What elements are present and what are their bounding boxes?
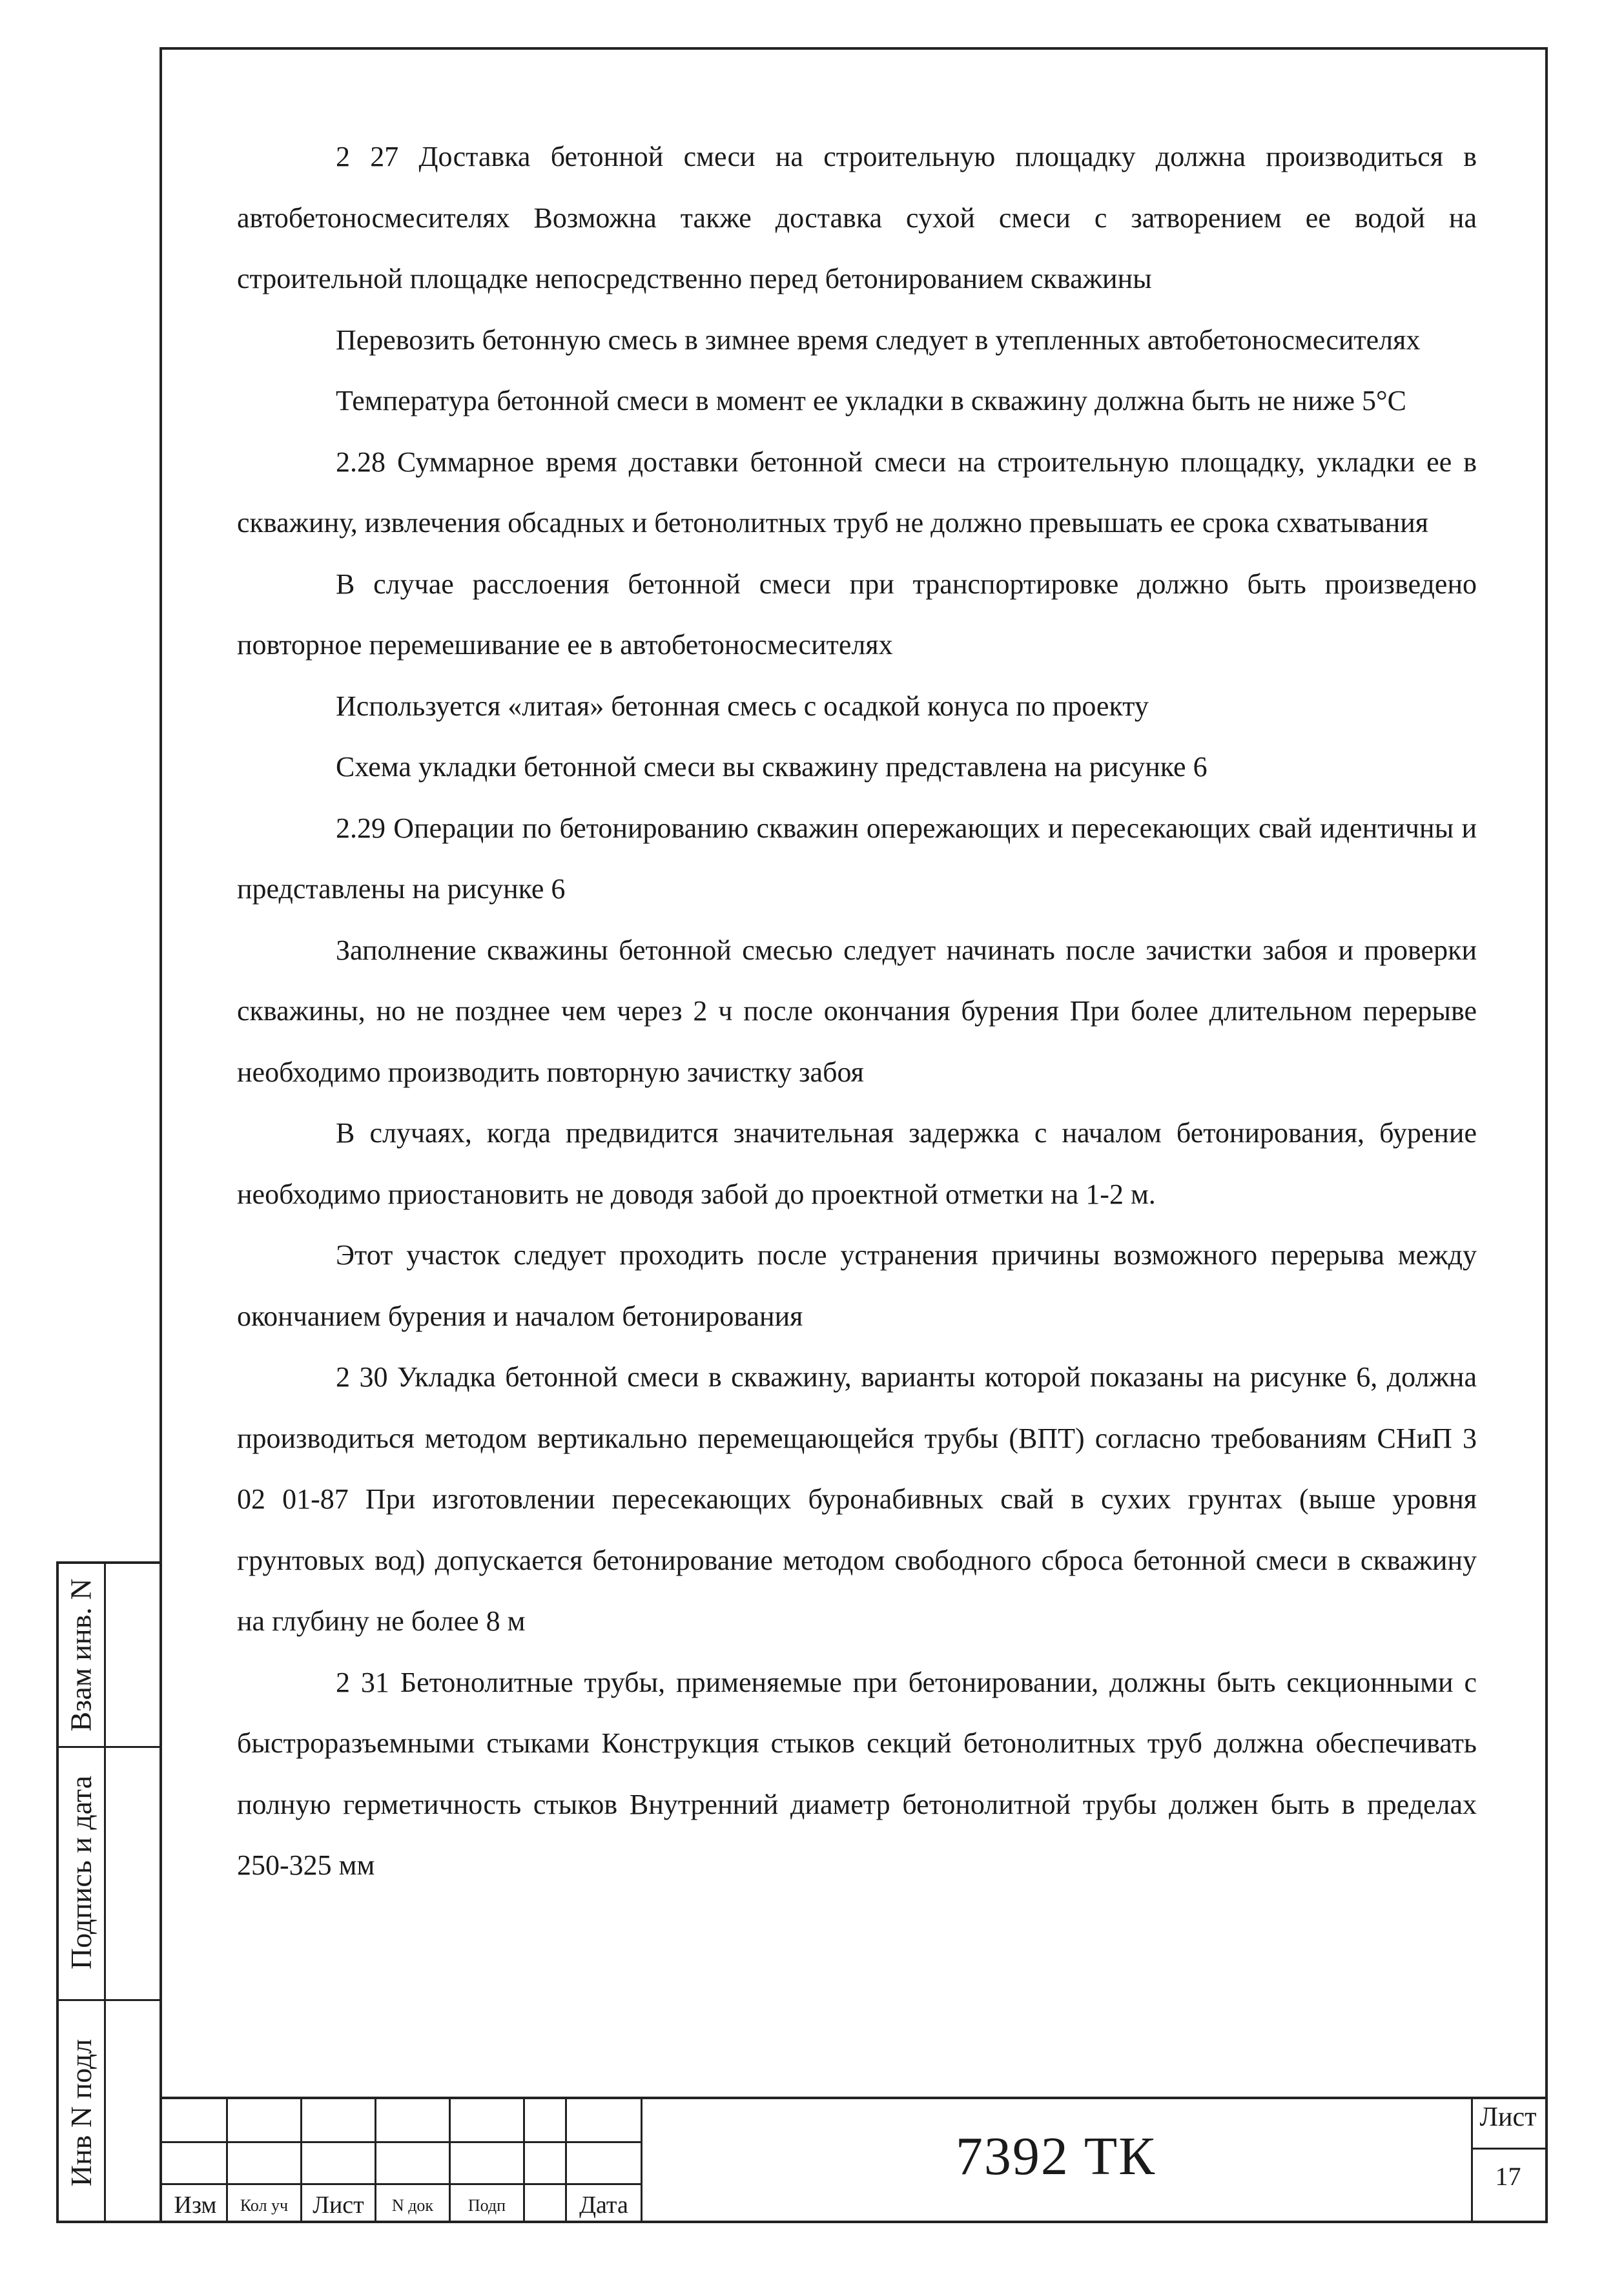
side-label-vzam-inv-container <box>59 1564 104 1746</box>
paragraph-scheme: Схема укладки бетонной смеси вы скважину представлена на рисунке 6 <box>336 751 1208 783</box>
paragraph-delay: В случаях, когда предвидится значительная задержка с началом бетонирования, бурение необходимо приостановить не доводя забой до проектной отметки на 1-2 м. <box>237 1117 1477 1210</box>
side-label-podpis-container <box>59 1746 104 1999</box>
paragraph-stratification: В случае расслоения бетонной смеси при транспортировке должно быть произведено повторное перемешивание ее в автобетоносмесителях <box>237 568 1477 661</box>
tb-label-data: Дата <box>579 2192 628 2219</box>
sheet-number: 17 <box>1495 2162 1521 2191</box>
paragraph-2-29: 2.29 Операции по бетонированию скважин опережающих и пересекающих свай идентичны и представлены на рисунке 6 <box>237 812 1477 905</box>
tb-row-line <box>159 2141 641 2143</box>
side-label-podpis-data: Подпись и дата <box>65 1775 98 1970</box>
tb-label-kol-uch: Кол уч <box>240 2196 289 2215</box>
paragraph-2-28: 2.28 Суммарное время доставки бетонной смеси на строительную площадку, укладки ее в скважину, извлечения обсадных и бетонолитных труб не должно превышать ее срока схватывания <box>237 446 1477 539</box>
paragraph-2-31: 2 31 Бетонолитные трубы, применяемые при бетонировании, должны быть секционными с быстроразъемными стыками Конструкция стыков секций бетонолитных труб должна обеспечивать полную герметичность стыков Внутренний диаметр бетонолитной трубы должен быть в пределах 250-325 мм <box>237 1666 1477 1881</box>
side-label-inv-podl-container <box>59 1999 104 2226</box>
paragraph-2-27: 2 27 Доставка бетонной смеси на строительную площадку должна производиться в автобетоносмесителях Возможна также доставка сухой смеси с затворением ее водой на строительной площадке непосредственно перед бетонированием скважины <box>237 141 1477 294</box>
tb-label-izm: Изм <box>174 2192 217 2219</box>
sheet-label: Лист <box>1479 2102 1537 2132</box>
paragraph-filling: Заполнение скважины бетонной смесью следует начинать после зачистки забоя и проверки скважины, но не позднее чем через 2 ч после окончания бурения При более длительном перерыве необходимо производить повторную зачистку забоя <box>237 934 1477 1088</box>
tb-row-line <box>1471 2148 1548 2150</box>
document-body <box>237 127 1477 1896</box>
paragraph-2-30: 2 30 Укладка бетонной смеси в скважину, варианты которой показаны на рисунке 6, должна производиться методом вертикально перемещающейся трубы (ВПТ) согласно требованиям СНиП 3 02 01-87 При изготовлении пересекающих буронабивных свай в сухих грунтах (выше уровня грунтовых вод) допускается бетонирование методом свободного сброса бетонной смеси в скважину на глубину не более 8 м <box>237 1361 1477 1637</box>
document-code: 7392 ТК <box>955 2126 1156 2186</box>
side-label-vzam-inv: Взам инв. N <box>65 1578 98 1732</box>
side-stamp-strip <box>56 1561 159 2223</box>
paragraph-cast-mix: Используется «литая» бетонная смесь с осадкой конуса по проекту <box>336 690 1149 722</box>
tb-label-n-dok: N док <box>391 2196 434 2215</box>
side-strip-column-line <box>104 1564 106 2221</box>
tb-column-line <box>523 2099 525 2223</box>
side-label-inv-podl: Инв N подл <box>65 2039 98 2186</box>
tb-label-podp: Подп <box>468 2196 506 2215</box>
title-block <box>159 2097 1548 2223</box>
paragraph-temperature: Температура бетонной смеси в момент ее укладки в скважину должна быть не ниже 5°С <box>336 385 1406 416</box>
paragraph-winter-transport: Перевозить бетонную смесь в зимнее время следует в утепленных автобетоносмесителях <box>336 324 1421 356</box>
tb-label-list: Лист <box>313 2192 364 2219</box>
paragraph-section: Этот участок следует проходить после устранения причины возможного перерыва между окончанием бурения и началом бетонирования <box>237 1239 1477 1332</box>
tb-row-line <box>159 2183 641 2185</box>
